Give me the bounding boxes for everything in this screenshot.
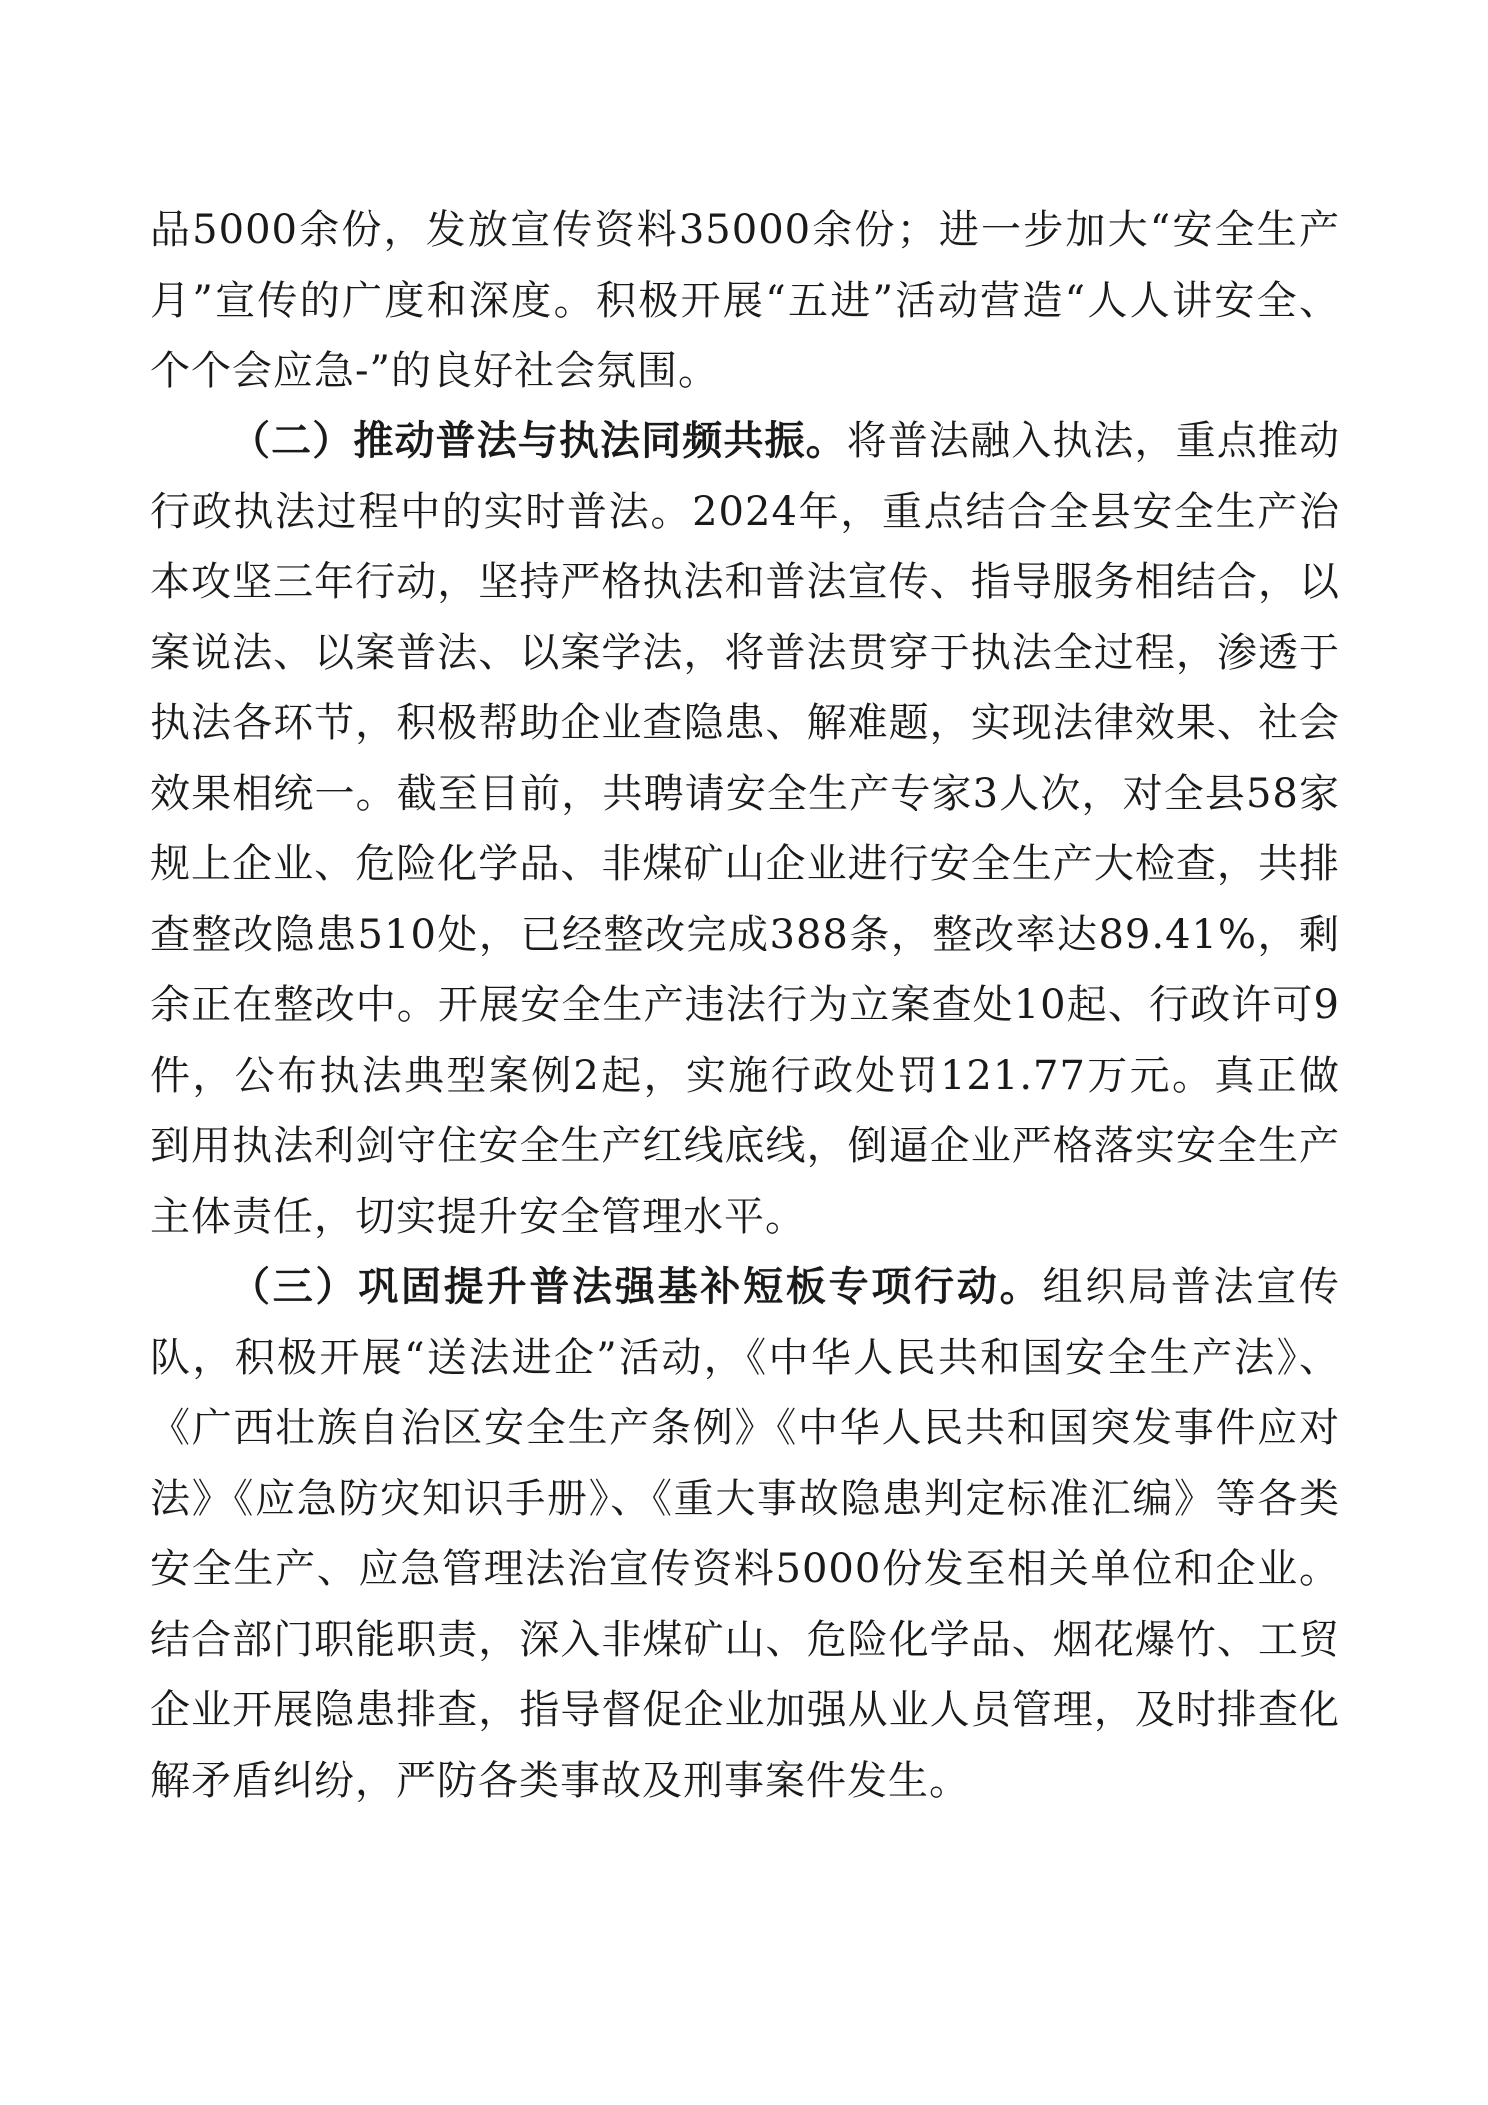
paragraph-body: 将普法融入执法，重点推动行政执法过程中的实时普法。2024年，重点结合全县安全生产治本攻坚三年行动，坚持严格执法和普法宣传、指导服务相结合，以案说法、以案普法、以案学法，将普法贯穿于执法全过程，渗透于执法各环节，积极帮助企业查隐患、解难题，实现法律效果、社会效果相统一。截至目前，共聘请安全生产专家3人次，对全县58家规上企业、危险化学品、非煤矿山企业进行安全生产大检查，共排查整改隐患510处，已经整改完成388条，整改率达89.41%，剩余正在整改中。开展安全生产违法行为立案查处10起、行政许可9件，公布执法典型案例2起，实施行政处罚121.77万元。真正做到用执法利剑守住安全生产红线底线，倒逼企业严格落实安全生产主体责任，切实提升安全管理水平。	[150, 418, 1341, 1240]
paragraph-body: 品5000余份，发放宣传资料35000余份；进一步加大“安全生产月”宣传的广度和深度。积极开展“五进”活动营造“人人讲安全、个个会应急-”的良好社会氛围。	[150, 207, 1340, 394]
paragraph-body: 组织局普法宣传队，积极开展“送法进企”活动，《中华人民共和国安全生产法》、《广西壮族自治区安全生产条例》《中华人民共和国突发事件应对法》《应急防灾知识手册》、《重大事故隐患判定标准汇编》等各类安全生产、应急管理法治宣传资料5000份发至相关单位和企业。结合部门职能职责，深入非煤矿山、危险化学品、烟花爆竹、工贸企业开展隐患排查，指导督促企业加强从业人员管理，及时排查化解矛盾纠纷，严防各类事故及刑事案件发生。	[150, 1264, 1341, 1804]
paragraph-continuation	[150, 195, 1340, 407]
section-heading: （二）推动普法与执法同频共振。	[230, 417, 847, 464]
paragraph-section-three	[150, 1252, 1340, 1816]
paragraph	[150, 1252, 1340, 1816]
paragraph	[150, 406, 1340, 1252]
section-heading: （三）巩固提升普法强基补短板专项行动。	[230, 1263, 1043, 1310]
paragraph-section-two	[150, 406, 1340, 1252]
